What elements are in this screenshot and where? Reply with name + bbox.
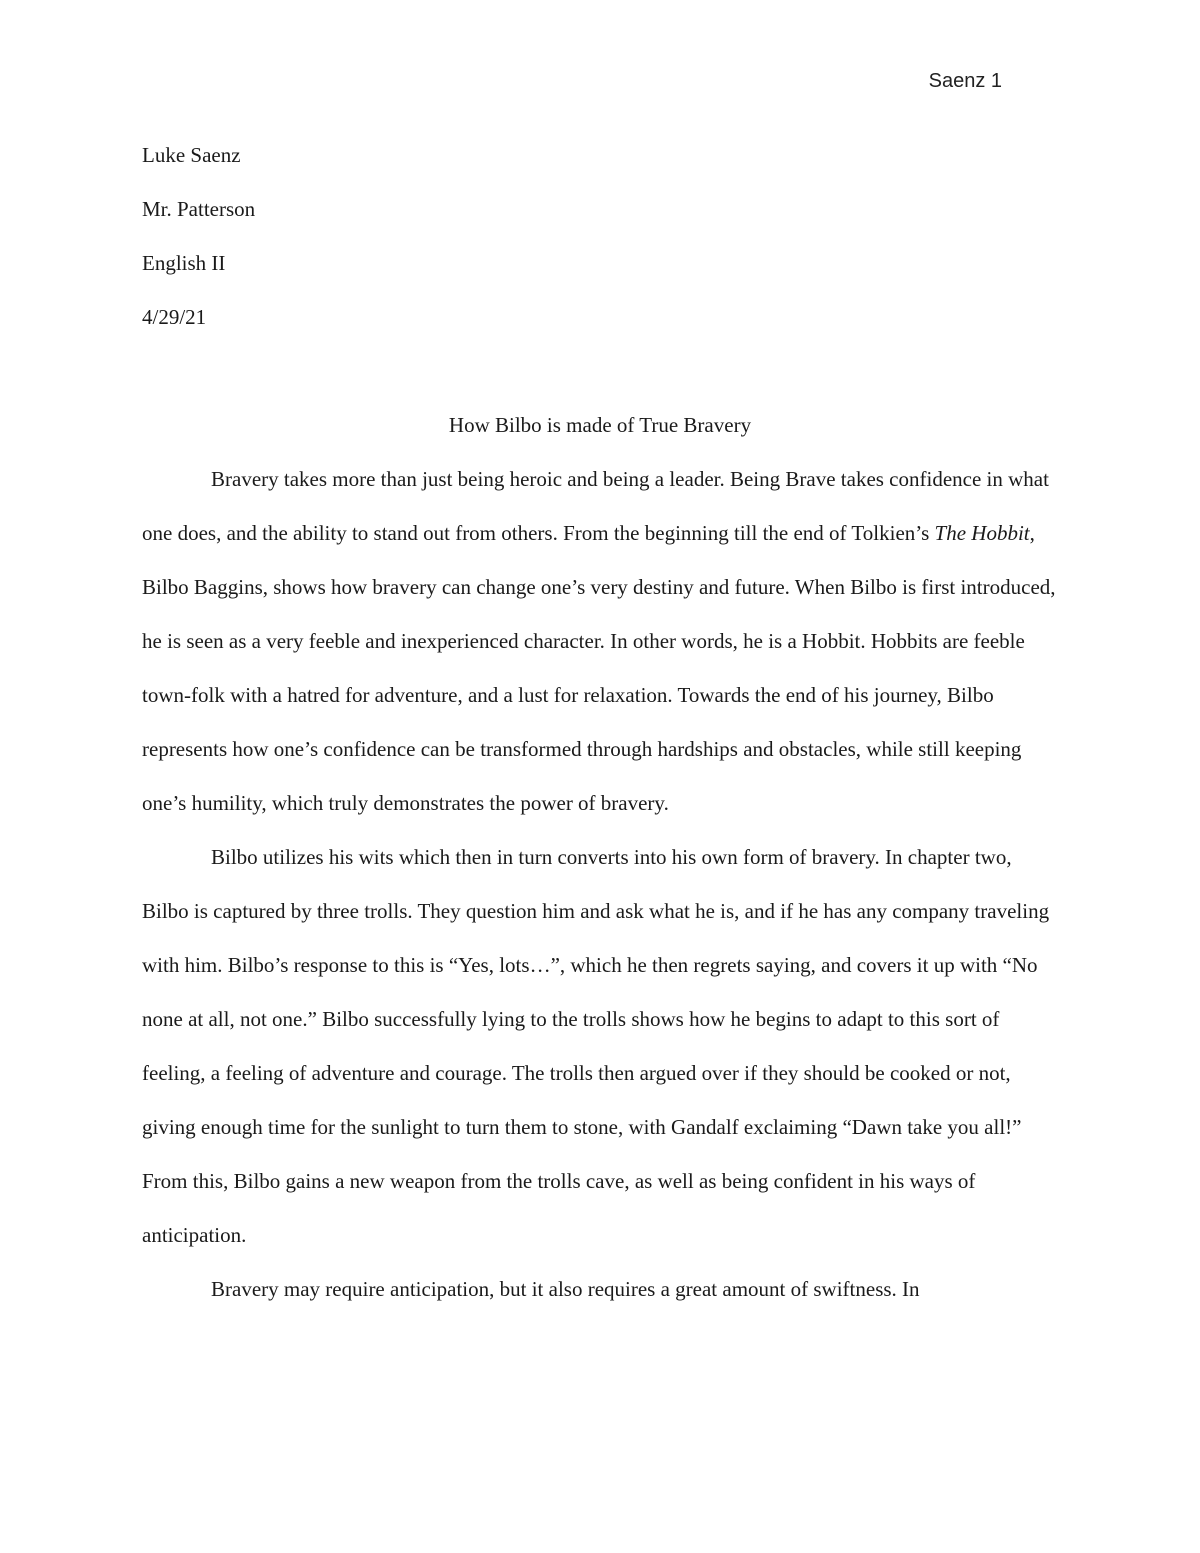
book-title-italic: The Hobbit	[934, 521, 1030, 545]
paragraph-1-start: Bravery takes more than just being heroic and being a leader. Being Brave takes confidence in what one does, and the ability to stand out from others. From the beginning till the end of Tolkien’s	[142, 467, 1049, 545]
blank-line	[142, 344, 1062, 398]
teacher-name: Mr. Patterson	[142, 197, 256, 221]
essay-date: 4/29/21	[142, 305, 207, 329]
paragraph-2: Bilbo utilizes his wits which then in turn converts into his own form of bravery. In chapter two, Bilbo is captured by three trolls. They question him and ask what he is, and if he has any company traveling with him. Bilbo’s response to this is “Yes, lots…”, which he then regrets saying, and covers it up with “No none at all, not one.” Bilbo successfully lying to the trolls shows how he begins to adapt to this sort of feeling, a feeling of adventure and courage. The trolls then argued over if they should be cooked or not, giving enough time for the sunlight to turn them to stone, with Gandalf exclaiming “Dawn take you all!” From this, Bilbo gains a new weapon from the trolls cave, as well as being confident in his ways of anticipation.	[142, 845, 1050, 1247]
paragraph-3: Bravery may require anticipation, but it also requires a great amount of swiftness. In	[211, 1277, 920, 1301]
paragraph-1	[142, 452, 1062, 830]
student-name: Luke Saenz	[142, 143, 241, 167]
document-body	[142, 128, 1062, 1316]
paragraph-1-rest: , Bilbo Baggins, shows how bravery can change one’s very destiny and future. When Bilbo is first introduced, he is seen as a very feeble and inexperienced character. In other words, he is a Hobbit. Hobbits are feeble town-folk with a hatred for adventure, and a lust for relaxation. Towards the end of his journey, Bilbo represents how one’s confidence can be transformed through hardships and obstacles, while still keeping one’s humility, which truly demonstrates the power of bravery.	[142, 521, 1056, 815]
essay-title: How Bilbo is made of True Bravery	[448, 413, 752, 437]
course-name: English II	[142, 251, 226, 275]
running-head: Saenz 1	[928, 70, 1002, 92]
